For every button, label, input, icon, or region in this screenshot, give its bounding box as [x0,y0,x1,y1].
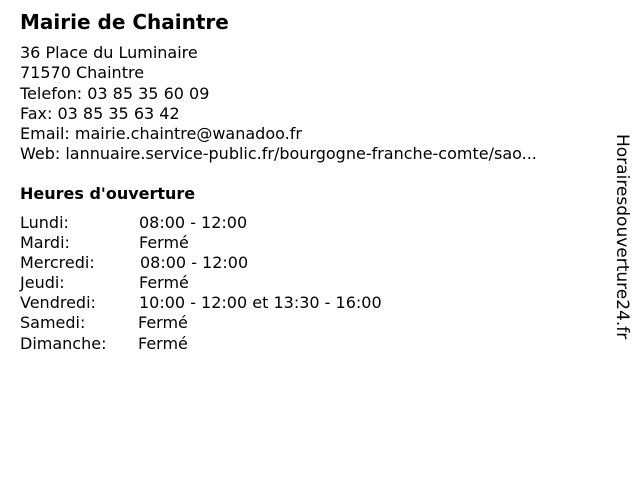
day-label: Samedi: [20,313,86,333]
web-line: Web: lannuaire.service-public.fr/bourgogne-franche-comte/sao... [20,144,537,164]
day-label: Mercredi: [20,253,95,273]
time-value: Fermé [139,233,189,253]
day-label: Jeudi: [20,273,65,293]
time-value: Fermé [139,273,189,293]
day-label: Dimanche: [20,333,107,353]
day-label: Mardi: [20,233,70,253]
phone-line: Telefon: 03 85 35 60 09 [20,83,210,103]
fax-line: Fax: 03 85 35 63 42 [20,103,180,123]
contact-block [20,43,537,165]
day-label: Lundi: [20,213,69,232]
time-value: 10:00 - 12:00 et 13:30 - 16:00 [139,293,382,313]
address-line-1: 36 Place du Luminaire [20,43,198,62]
site-watermark: Horairesdouverture24.fr [612,134,632,340]
time-value: Fermé [138,313,188,333]
email-line: Email: mairie.chaintre@wanadoo.fr [20,124,302,144]
day-label: Vendredi: [20,293,96,313]
address-line-2: 71570 Chaintre [20,63,145,83]
office-title: Mairie de Chaintre [20,10,229,34]
time-value: 08:00 - 12:00 [140,253,249,273]
opening-hours-heading: Heures d'ouverture [20,184,196,203]
time-value: Fermé [138,333,188,353]
time-value: 08:00 - 12:00 [139,213,248,232]
